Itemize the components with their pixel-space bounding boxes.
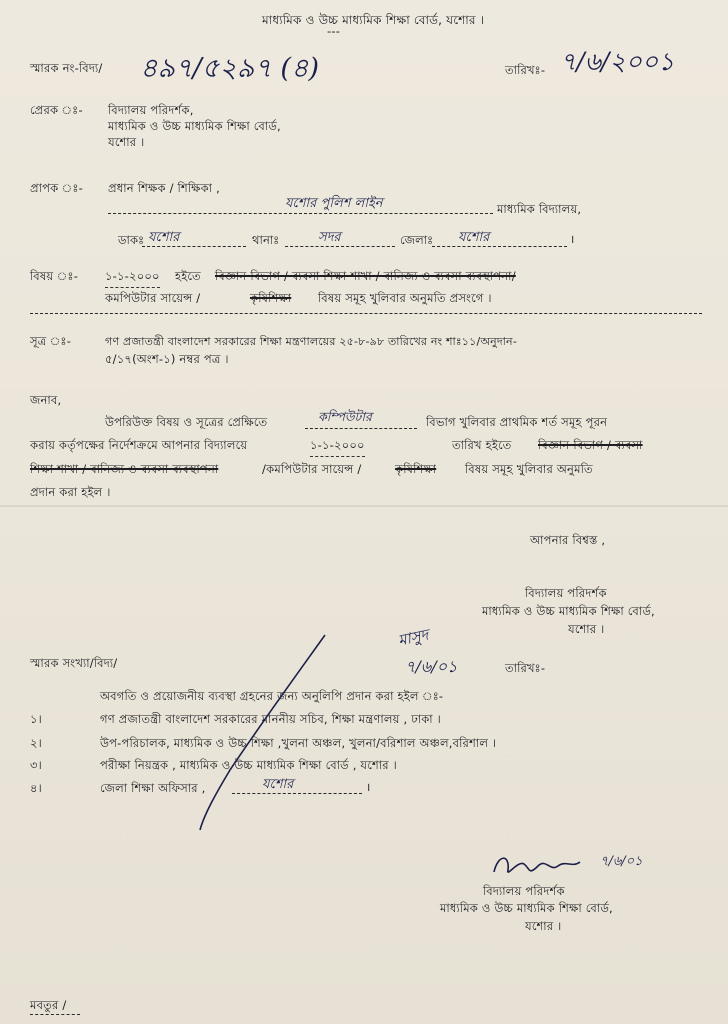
memo-number-handwritten: ৪৯৭/৫২৯৭ (৪) bbox=[140, 53, 320, 84]
body-p3-kept: /কমপিউটার সায়েন্স / bbox=[262, 462, 362, 476]
footer-label: মবতুর / bbox=[30, 998, 67, 1012]
copy-item-1-num: ১। bbox=[30, 712, 42, 726]
school-name-handwritten: যশোর পুলিশ লাইন bbox=[285, 196, 383, 211]
body-p2-part1: করায় কর্তৃপক্ষের নির্দেশক্রমে আপনার বিদ্যালয়ে bbox=[30, 438, 248, 452]
copy-intro: অবগতি ও প্রয়োজনীয় ব্যবস্থা গ্রহনের জন্য অনুলিপি প্রদান করা হইল ঃ- bbox=[100, 689, 444, 703]
district-line bbox=[432, 246, 567, 247]
board-title: মাধ্যমিক ও উচ্চ মাধ্যমিক শিক্ষা বোর্ড, যশোর । bbox=[262, 13, 485, 27]
subject-separator bbox=[30, 313, 702, 314]
sig1-title: বিদ্যালয় পরিদর্শক bbox=[525, 586, 607, 600]
memo-date-handwritten: ৭/৬/২০০১ bbox=[560, 47, 675, 76]
sig1-city: যশোর । bbox=[568, 622, 605, 636]
thana-label: থানাঃ bbox=[252, 233, 280, 247]
body-p3-struck2: কৃষিশিক্ষা bbox=[395, 462, 437, 476]
item4-handwritten: যশোর bbox=[262, 777, 294, 792]
district-value: যশোর bbox=[458, 230, 490, 245]
body-p1-part1: উপরিউক্ত বিষয় ও সূত্রের প্রেক্ষিতে bbox=[105, 415, 268, 429]
sig2-title: বিদ্যালয় পরিদর্শক bbox=[483, 884, 565, 898]
post-value: যশোর bbox=[148, 230, 180, 245]
sender-line1: বিদ্যালয় পরিদর্শক, bbox=[108, 103, 194, 117]
title-underline: --- bbox=[327, 24, 341, 38]
copy-item-3-num: ৩। bbox=[30, 758, 42, 772]
subject-struck-agri: কৃষিশিক্ষা bbox=[250, 291, 292, 305]
body-p3-rest: বিষয় সমূহ খুলিবার অনুমতি bbox=[465, 462, 593, 476]
body-p2-date: ১-১-২০০০ bbox=[310, 437, 365, 457]
paper-fold bbox=[0, 505, 728, 507]
signature bbox=[488, 848, 598, 884]
thana-value: সদর bbox=[318, 230, 341, 245]
sender-line3: যশোর । bbox=[108, 135, 145, 149]
body-p2-part2: তারিখ হইতে bbox=[452, 438, 512, 452]
receipt-handwritten: মাসুদ bbox=[396, 625, 430, 650]
subject-kept-option: কমপিউটার সায়েন্স / bbox=[105, 291, 201, 305]
body-p2-struck: বিজ্ঞান বিভাগ / ব্যবসা bbox=[538, 438, 643, 452]
recipient-line1: প্রধান শিক্ষক / শিক্ষিকা , bbox=[108, 181, 220, 195]
subject-label: বিষয় ঃ- bbox=[30, 269, 79, 283]
copy-item-1-text: গণ প্রজাতন্ত্রী বাংলাদেশ সরকারের মাননীয় সচিব, শিক্ষা মন্ত্রণালয় , ঢাকা । bbox=[100, 712, 441, 726]
closing-yours: আপনার বিশ্বস্ত , bbox=[530, 533, 606, 547]
salutation: জনাব, bbox=[30, 393, 62, 407]
reference-line1: গণ প্রজাতন্ত্রী বাংলাদেশ সরকারের শিক্ষা মন্ত্রণালয়ের ২৫-৮-৯৮ তারিখের নং শাঃ১১/অনুদান- bbox=[105, 335, 517, 348]
recipient-end: । bbox=[570, 232, 575, 246]
body-p4: প্রদান করা হইল । bbox=[30, 485, 111, 499]
subject-date: ১-১-২০০০ bbox=[105, 268, 160, 288]
reference-label: সূত্র ঃ- bbox=[30, 334, 72, 348]
subject-struck-options: বিজ্ঞান বিভাগ / ব্যবসা শিক্ষা শাখা / বানিজ্য ও ব্যবসা ব্যবস্থাপনা/ bbox=[215, 269, 516, 283]
body-dept-handwritten: কম্পিউটার bbox=[318, 409, 372, 424]
copy-item-4-num: ৪। bbox=[30, 781, 42, 795]
post-label: ডাকঃ bbox=[118, 233, 145, 247]
body-p3-struck: শিক্ষা শাখা / বানিজ্য ও ব্যবসা ব্যবস্থাপনা bbox=[30, 462, 219, 476]
subject-from: হইতে bbox=[175, 269, 201, 283]
footer-line bbox=[30, 1014, 80, 1015]
receipt-date-handwritten: ৭/৬/০১ bbox=[405, 657, 458, 676]
sig1-board: মাধ্যমিক ও উচ্চ মাধ্যমিক শিক্ষা বোর্ড, bbox=[482, 604, 655, 618]
reference-line2: ৫/১৭(অংশ-১) নম্বর পত্র । bbox=[105, 352, 229, 366]
district-label: জেলাঃ bbox=[400, 233, 434, 247]
school-suffix: মাধ্যমিক বিদ্যালয়, bbox=[497, 202, 582, 216]
pen-stroke bbox=[190, 630, 340, 835]
body-p1-part2: বিভাগ খুলিবার প্রাথমিক শর্ত সমূহ পূরন bbox=[426, 415, 608, 429]
memo-date-label: তারিখঃ- bbox=[505, 63, 546, 77]
sig2-date-handwritten: ৭/৬/০১ bbox=[600, 854, 643, 869]
copy-item-3-text: পরীক্ষা নিয়ন্ত্রক , মাধ্যমিক ও উচ্চ মাধ্যমিক শিক্ষা বোর্ড , যশোর । bbox=[100, 758, 397, 772]
copy-memo-label: স্মারক সংখ্যা/বিদ্য/ bbox=[30, 656, 118, 670]
sender-label: প্রেরক ঃ- bbox=[30, 103, 83, 117]
copy-date-label: তারিখঃ- bbox=[505, 661, 546, 675]
sig2-city: যশোর । bbox=[525, 919, 562, 933]
copy-item-2-text: উপ-পরিচালক, মাধ্যমিক ও উচ্চ শিক্ষা ,খুলনা অঞ্চল, খুলনা/বরিশাল অঞ্চল,বরিশাল । bbox=[100, 736, 497, 750]
sender-line2: মাধ্যমিক ও উচ্চ মাধ্যমিক শিক্ষা বোর্ড, bbox=[108, 119, 281, 133]
copy-item-2-num: ২। bbox=[30, 736, 42, 750]
sig2-board: মাধ্যমিক ও উচ্চ মাধ্যমিক শিক্ষা বোর্ড, bbox=[440, 901, 613, 915]
recipient-label: প্রাপক ঃ- bbox=[30, 181, 84, 195]
memo-label: স্মারক নং-বিদ্য/ bbox=[30, 61, 103, 75]
subject-rest: বিষয় সমূহ খুলিবার অনুমতি প্রসংগে । bbox=[318, 291, 492, 305]
item4-end: । bbox=[366, 780, 371, 794]
copy-item-4-text: জেলা শিক্ষা অফিসার , bbox=[100, 781, 206, 795]
